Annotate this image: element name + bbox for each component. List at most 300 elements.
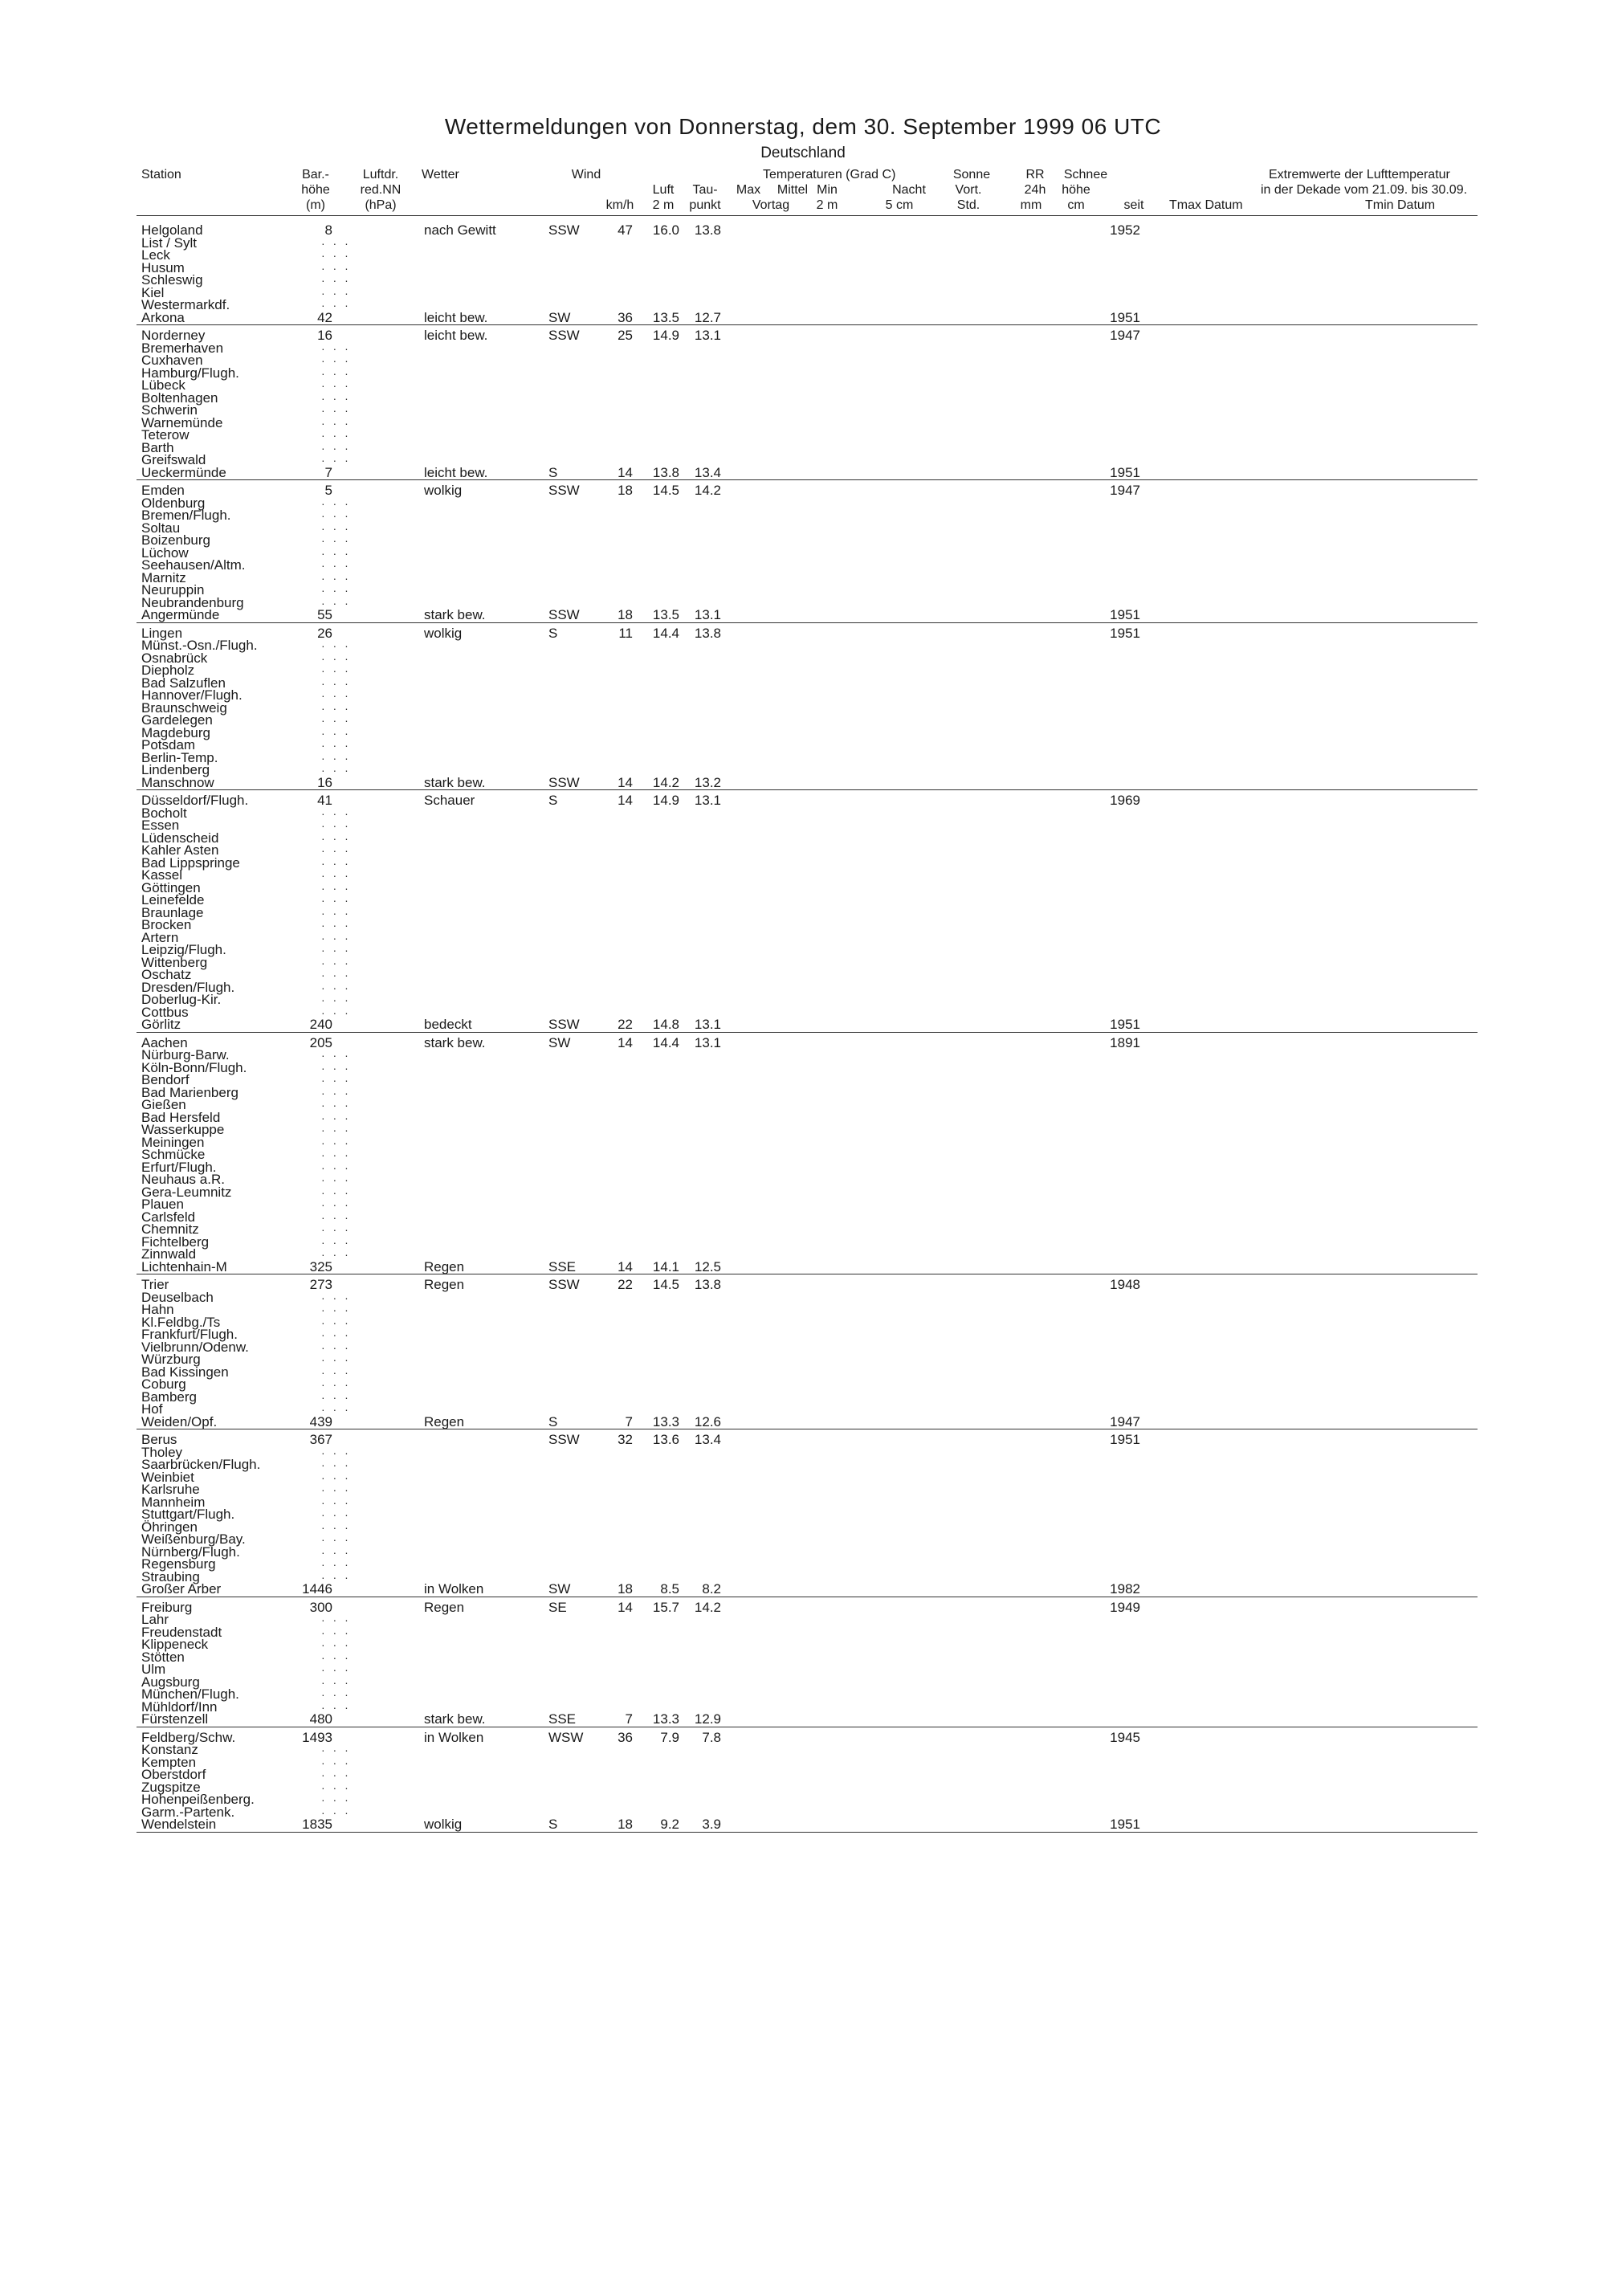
cell-height: 367 xyxy=(309,1432,332,1447)
station-name: Saarbrücken/Flugh. xyxy=(141,1457,261,1472)
cell-height: 1446 xyxy=(302,1581,332,1597)
station-name: Weinbiet xyxy=(141,1469,194,1485)
cell-tau: 12.5 xyxy=(694,1258,721,1274)
unread-row-values: · · · xyxy=(321,689,351,702)
group-divider xyxy=(137,479,1478,480)
header-dekade: in der Dekade vom 21.09. bis 30.09. xyxy=(1261,183,1468,197)
cell-tau: 14.2 xyxy=(694,1599,721,1615)
header-luft: Luft xyxy=(652,183,675,197)
unread-row-values: · · · xyxy=(321,1688,351,1701)
unread-row-values: · · · xyxy=(321,454,351,467)
unread-row-values: · · · xyxy=(321,676,351,690)
unread-row-values: · · · xyxy=(321,1124,351,1136)
station-name: Trier xyxy=(141,1277,169,1292)
cell-wind-dir: S xyxy=(548,1413,558,1429)
header-min-2m: 2 m xyxy=(816,198,838,212)
cell-weather: nach Gewitt xyxy=(424,222,496,238)
unread-row-values: · · · xyxy=(321,571,351,585)
unread-row-values: · · · xyxy=(321,806,351,820)
cell-seit: 1982 xyxy=(1110,1581,1140,1597)
cell-weather: wolkig xyxy=(424,483,463,498)
station-name: Boltenhagen xyxy=(141,389,218,406)
station-name: Kahler Asten xyxy=(141,842,219,858)
station-name: Emden xyxy=(141,483,185,498)
station-name: Artern xyxy=(141,929,179,945)
cell-wind-speed: 18 xyxy=(618,1817,633,1832)
header-min: Min xyxy=(817,183,838,197)
cell-weather: stark bew. xyxy=(424,1711,486,1727)
cell-wind-dir: S xyxy=(548,625,558,641)
header-nacht-5cm: 5 cm xyxy=(885,198,914,212)
header-punkt: punkt xyxy=(689,198,721,212)
cell-wind-dir: S xyxy=(548,1817,558,1832)
unread-row-values: · · · xyxy=(321,1291,351,1304)
unread-row-values: · · · xyxy=(321,534,351,547)
station-name: Braunschweig xyxy=(141,699,227,716)
cell-luft: 14.4 xyxy=(652,625,679,641)
station-name: Manschnow xyxy=(141,774,214,790)
unread-row-values: · · · xyxy=(321,944,351,956)
header-tmax: Tmax Datum xyxy=(1169,198,1243,212)
cell-weather: Regen xyxy=(424,1599,465,1615)
cell-height: 26 xyxy=(317,625,332,641)
unread-row-values: · · · xyxy=(321,1099,351,1111)
header-rr-mm: mm xyxy=(1020,198,1042,212)
station-name: Göttingen xyxy=(141,879,201,895)
unread-row-values: · · · xyxy=(321,1403,351,1416)
unread-row-values: · · · xyxy=(321,1223,351,1236)
cell-weather: wolkig xyxy=(424,1817,463,1832)
station-name: Boizenburg xyxy=(141,532,211,548)
unread-row-values: · · · xyxy=(321,1235,351,1249)
unread-row-values: · · · xyxy=(321,881,351,895)
cell-height: 1493 xyxy=(302,1729,332,1745)
cell-tau: 14.2 xyxy=(694,483,721,498)
cell-wind-dir: SE xyxy=(548,1599,567,1615)
unread-row-values: · · · xyxy=(321,726,351,740)
cell-luft: 14.5 xyxy=(652,483,679,498)
station-name: Dresden/Flugh. xyxy=(141,979,235,995)
station-name: Frankfurt/Flugh. xyxy=(141,1327,238,1342)
group-divider xyxy=(137,1832,1478,1833)
cell-wind-speed: 18 xyxy=(618,1581,633,1597)
unread-row-values: · · · xyxy=(321,559,351,572)
station-name: Berlin-Temp. xyxy=(141,749,218,765)
header-vort: Vort. xyxy=(955,183,982,197)
unread-row-values: · · · xyxy=(321,1638,351,1651)
cell-wind-dir: SSW xyxy=(548,222,580,238)
station-name: Lindenberg xyxy=(141,762,210,777)
unread-row-values: · · · xyxy=(321,1160,351,1174)
station-name: Großer Arber xyxy=(141,1581,222,1597)
unread-row-values: · · · xyxy=(321,739,351,752)
station-name: Konstanz xyxy=(141,1742,198,1757)
station-name: Magdeburg xyxy=(141,724,211,740)
cell-luft: 13.5 xyxy=(652,607,679,622)
unread-row-values: · · · xyxy=(321,1675,351,1689)
station-name: Braunlage xyxy=(141,904,204,920)
cell-height: 300 xyxy=(309,1599,332,1615)
header-divider xyxy=(137,215,1478,216)
unread-row-values: · · · xyxy=(321,1210,351,1224)
cell-weather: stark bew. xyxy=(424,1034,486,1050)
station-name: Soltau xyxy=(141,520,181,536)
header-hoehe: höhe xyxy=(301,183,330,197)
header-luftdr: Luftdr. xyxy=(362,168,399,181)
unread-row-values: · · · xyxy=(321,1483,351,1496)
station-name: Leinefelde xyxy=(141,892,205,907)
cell-tau: 13.1 xyxy=(694,328,721,343)
cell-wind-speed: 36 xyxy=(618,1729,633,1745)
station-name: Teterow xyxy=(141,427,190,442)
unread-row-values: · · · xyxy=(321,1743,351,1756)
cell-seit: 1891 xyxy=(1110,1034,1140,1050)
station-name: Carlsfeld xyxy=(141,1209,196,1225)
cell-wind-dir: S xyxy=(548,464,558,480)
unread-row-values: · · · xyxy=(321,1315,351,1329)
cell-tau: 13.1 xyxy=(694,793,721,808)
station-name: Mühldorf/Inn xyxy=(141,1699,218,1715)
station-name: Straubing xyxy=(141,1568,200,1584)
cell-wind-dir: SSW xyxy=(548,1017,580,1032)
station-name: München/Flugh. xyxy=(141,1686,239,1702)
header-wetter: Wetter xyxy=(422,168,459,181)
station-name: Greifswald xyxy=(141,452,206,467)
station-name: Aachen xyxy=(141,1034,188,1050)
cell-weather: leicht bew. xyxy=(424,328,488,343)
unread-row-values: · · · xyxy=(321,1005,351,1019)
station-name: Stötten xyxy=(141,1649,185,1665)
station-name: Neubrandenburg xyxy=(141,594,244,610)
unread-row-values: · · · xyxy=(321,1086,351,1099)
cell-height: 325 xyxy=(309,1258,332,1274)
unread-row-values: · · · xyxy=(321,521,351,535)
unread-row-values: · · · xyxy=(321,919,351,932)
cell-wind-speed: 25 xyxy=(618,328,633,343)
station-name: Stuttgart/Flugh. xyxy=(141,1507,235,1522)
unread-row-values: · · · xyxy=(321,751,351,765)
station-name: Schwerin xyxy=(141,402,198,418)
station-name: Zugspitze xyxy=(141,1779,201,1795)
station-name: Bremen/Flugh. xyxy=(141,508,231,523)
unread-row-values: · · · xyxy=(321,1303,351,1316)
cell-seit: 1951 xyxy=(1110,625,1140,641)
station-name: Görlitz xyxy=(141,1017,181,1032)
station-name: Garm.-Partenk. xyxy=(141,1804,235,1820)
station-name: Brocken xyxy=(141,917,192,932)
header-tau: Tau- xyxy=(692,183,718,197)
cell-wind-dir: SW xyxy=(548,1034,571,1050)
station-name: Seehausen/Altm. xyxy=(141,557,246,573)
unread-row-values: · · · xyxy=(321,1458,351,1471)
station-name: Nürnberg/Flugh. xyxy=(141,1544,240,1560)
header-tmin: Tmin Datum xyxy=(1365,198,1436,212)
cell-seit: 1947 xyxy=(1110,328,1140,343)
header-rr-24h: 24h xyxy=(1024,183,1046,197)
unread-row-values: · · · xyxy=(321,1508,351,1521)
cell-luft: 14.5 xyxy=(652,1277,679,1292)
cell-height: 41 xyxy=(317,793,332,808)
cell-wind-speed: 14 xyxy=(618,793,633,808)
group-divider xyxy=(137,789,1478,790)
header-schnee-hoehe: höhe xyxy=(1062,183,1090,197)
header-wind: Wind xyxy=(571,168,601,181)
header-bar: Bar.- xyxy=(302,168,329,181)
header-std: Std. xyxy=(956,198,980,212)
cell-luft: 14.8 xyxy=(652,1017,679,1032)
header-hpa: (hPa) xyxy=(365,198,397,212)
unread-row-values: · · · xyxy=(321,441,351,455)
station-name: List / Sylt xyxy=(141,234,197,251)
unread-row-values: · · · xyxy=(321,651,351,665)
cell-height: 16 xyxy=(317,774,332,790)
cell-height: 480 xyxy=(309,1711,332,1727)
station-name: Bamberg xyxy=(141,1389,197,1405)
unread-row-values: · · · xyxy=(321,831,351,845)
unread-row-values: · · · xyxy=(321,404,351,417)
cell-seit: 1951 xyxy=(1110,1432,1140,1447)
cell-tau: 8.2 xyxy=(702,1581,721,1597)
unread-row-values: · · · xyxy=(321,416,351,430)
cell-luft: 14.9 xyxy=(652,793,679,808)
station-name: Schleswig xyxy=(141,272,203,288)
station-name: Bad Salzuflen xyxy=(141,675,226,691)
unread-row-values: · · · xyxy=(321,1650,351,1664)
cell-weather: wolkig xyxy=(424,625,463,641)
cell-luft: 7.9 xyxy=(660,1729,679,1745)
cell-seit: 1951 xyxy=(1110,464,1140,480)
station-name: Barth xyxy=(141,439,174,455)
station-name: Kassel xyxy=(141,867,183,883)
station-name: Osnabrück xyxy=(141,650,208,666)
unread-row-values: · · · xyxy=(321,1495,351,1509)
cell-seit: 1951 xyxy=(1110,1817,1140,1832)
cell-height: 55 xyxy=(317,607,332,622)
unread-row-values: · · · xyxy=(321,236,351,250)
cell-tau: 13.1 xyxy=(694,1017,721,1032)
cell-height: 439 xyxy=(309,1413,332,1429)
cell-tau: 13.2 xyxy=(694,774,721,790)
unread-row-values: · · · xyxy=(321,856,351,870)
unread-row-values: · · · xyxy=(321,1074,351,1087)
station-name: Coburg xyxy=(141,1376,186,1392)
station-name: Bad Kissingen xyxy=(141,1364,229,1380)
cell-weather: leicht bew. xyxy=(424,464,488,480)
unread-row-values: · · · xyxy=(321,1248,351,1261)
station-name: Freudenstadt xyxy=(141,1624,222,1640)
station-name: Bocholt xyxy=(141,805,187,821)
station-name: Bad Lippspringe xyxy=(141,854,240,871)
station-name: Neuruppin xyxy=(141,582,205,597)
header-schnee: Schnee xyxy=(1063,168,1108,181)
station-name: Bad Marienberg xyxy=(141,1084,238,1100)
station-name: Regensburg xyxy=(141,1556,216,1572)
station-name: Leck xyxy=(141,247,170,263)
cell-weather: leicht bew. xyxy=(424,309,488,325)
unread-row-values: · · · xyxy=(321,1446,351,1459)
cell-weather: Regen xyxy=(424,1258,465,1274)
unread-row-values: · · · xyxy=(321,844,351,857)
unread-row-values: · · · xyxy=(321,1570,351,1584)
station-name: Potsdam xyxy=(141,737,196,752)
station-name: Gießen xyxy=(141,1097,186,1112)
cell-luft: 8.5 xyxy=(660,1581,679,1597)
cell-tau: 13.8 xyxy=(694,625,721,641)
station-name: Tholey xyxy=(141,1444,183,1460)
station-name: Lübeck xyxy=(141,377,185,393)
cell-wind-speed: 32 xyxy=(618,1432,633,1447)
station-name: Augsburg xyxy=(141,1674,200,1690)
cell-weather: bedeckt xyxy=(424,1017,472,1032)
unread-row-values: · · · xyxy=(321,286,351,300)
station-name: Köln-Bonn/Flugh. xyxy=(141,1059,247,1075)
station-name: Meiningen xyxy=(141,1134,205,1150)
unread-row-values: · · · xyxy=(321,261,351,275)
station-name: Schmücke xyxy=(141,1147,206,1162)
cell-seit: 1949 xyxy=(1110,1599,1140,1615)
cell-seit: 1952 xyxy=(1110,222,1140,238)
unread-row-values: · · · xyxy=(321,1805,351,1819)
unread-row-values: · · · xyxy=(321,1545,351,1559)
unread-row-values: · · · xyxy=(321,1365,351,1379)
unread-row-values: · · · xyxy=(321,1136,351,1149)
station-name: Lüchow xyxy=(141,544,189,561)
header-red-nn: red.NN xyxy=(360,183,402,197)
cell-wind-speed: 22 xyxy=(618,1277,633,1292)
station-name: Feldberg/Schw. xyxy=(141,1729,236,1745)
cell-height: 273 xyxy=(309,1277,332,1292)
cell-wind-dir: SSW xyxy=(548,483,580,498)
station-name: Öhringen xyxy=(141,1519,198,1535)
unread-row-values: · · · xyxy=(321,379,351,392)
station-name: Cuxhaven xyxy=(141,353,203,368)
station-name: Warnemünde xyxy=(141,414,223,430)
cell-tau: 3.9 xyxy=(702,1817,721,1832)
unread-row-values: · · · xyxy=(321,1353,351,1366)
station-name: Weiden/Opf. xyxy=(141,1413,218,1429)
header-kmh: km/h xyxy=(605,198,634,212)
station-name: Kempten xyxy=(141,1754,197,1770)
cell-luft: 13.8 xyxy=(652,464,679,480)
cell-weather: stark bew. xyxy=(424,774,486,790)
unread-row-values: · · · xyxy=(321,429,351,442)
cell-tau: 7.8 xyxy=(702,1729,721,1745)
cell-wind-dir: SSE xyxy=(548,1258,577,1274)
cell-wind-speed: 7 xyxy=(625,1711,633,1727)
cell-weather: Regen xyxy=(424,1277,465,1292)
header-extreme: Extremwerte der Lufttemperatur xyxy=(1269,168,1450,181)
unread-row-values: · · · xyxy=(321,1558,351,1571)
unread-row-values: · · · xyxy=(321,894,351,907)
cell-wind-speed: 36 xyxy=(618,309,633,325)
unread-row-values: · · · xyxy=(321,1198,351,1211)
cell-luft: 14.1 xyxy=(652,1258,679,1274)
unread-row-values: · · · xyxy=(321,969,351,981)
unread-row-values: · · · xyxy=(321,1390,351,1404)
station-name: Wendelstein xyxy=(141,1817,217,1832)
unread-row-values: · · · xyxy=(321,931,351,944)
cell-weather: in Wolken xyxy=(424,1581,484,1597)
unread-row-values: · · · xyxy=(321,1340,351,1354)
cell-height: 8 xyxy=(324,222,332,238)
cell-tau: 13.1 xyxy=(694,1034,721,1050)
station-name: Ulm xyxy=(141,1662,166,1677)
unread-row-values: · · · xyxy=(321,249,351,262)
cell-height: 7 xyxy=(324,464,332,480)
cell-luft: 14.4 xyxy=(652,1034,679,1050)
station-name: Marnitz xyxy=(141,569,186,585)
cell-luft: 13.6 xyxy=(652,1432,679,1447)
station-name: Oberstdorf xyxy=(141,1767,206,1782)
station-name: Essen xyxy=(141,818,180,833)
station-name: Würzburg xyxy=(141,1352,201,1367)
cell-weather: Regen xyxy=(424,1413,465,1429)
header-max: Max xyxy=(736,183,761,197)
header-vortag: Vortag xyxy=(752,198,790,212)
station-name: Lüdenscheid xyxy=(141,830,219,846)
cell-seit: 1951 xyxy=(1110,607,1140,622)
unread-row-values: · · · xyxy=(321,366,351,380)
header-nacht: Nacht xyxy=(892,183,926,197)
station-name: Hamburg/Flugh. xyxy=(141,365,239,381)
unread-row-values: · · · xyxy=(321,1061,351,1075)
cell-wind-speed: 18 xyxy=(618,483,633,498)
unread-row-values: · · · xyxy=(321,584,351,597)
group-divider xyxy=(137,1032,1478,1033)
header-rr: RR xyxy=(1025,168,1045,181)
unread-row-values: · · · xyxy=(321,1780,351,1794)
unread-row-values: · · · xyxy=(321,1148,351,1161)
unread-row-values: · · · xyxy=(321,956,351,969)
station-name: Helgoland xyxy=(141,222,203,238)
station-name: Oschatz xyxy=(141,967,192,982)
station-name: Gardelegen xyxy=(141,712,213,728)
cell-luft: 15.7 xyxy=(652,1599,679,1615)
unread-row-values: · · · xyxy=(321,1793,351,1806)
station-name: Lingen xyxy=(141,625,183,641)
cell-wind-speed: 7 xyxy=(625,1413,633,1429)
header-sonne: Sonne xyxy=(952,168,991,181)
header-m: (m) xyxy=(306,198,325,212)
unread-row-values: · · · xyxy=(321,1625,351,1639)
station-name: Westermarkdf. xyxy=(141,297,230,312)
station-name: Lichtenhain-M xyxy=(141,1258,227,1274)
header-temperaturen: Temperaturen (Grad C) xyxy=(763,168,896,181)
cell-wind-dir: SSE xyxy=(548,1711,577,1727)
cell-weather: Schauer xyxy=(424,793,475,808)
unread-row-values: · · · xyxy=(321,596,351,610)
unread-row-values: · · · xyxy=(321,1700,351,1714)
station-name: Vielbrunn/Odenw. xyxy=(141,1339,249,1355)
cell-wind-speed: 14 xyxy=(618,1258,633,1274)
cell-seit: 1947 xyxy=(1110,483,1140,498)
station-name: Doberlug-Kir. xyxy=(141,992,222,1007)
unread-row-values: · · · xyxy=(321,1756,351,1769)
cell-height: 16 xyxy=(317,328,332,343)
unread-row-values: · · · xyxy=(321,1613,351,1626)
cell-seit: 1969 xyxy=(1110,793,1140,808)
station-name: Bremerhaven xyxy=(141,340,224,356)
station-name: Fichtelberg xyxy=(141,1234,210,1250)
cell-wind-dir: SW xyxy=(548,309,571,325)
cell-luft: 13.3 xyxy=(652,1413,679,1429)
cell-weather: in Wolken xyxy=(424,1729,484,1745)
report-region: Deutschland xyxy=(760,145,846,161)
header-seit: seit xyxy=(1123,198,1144,212)
station-name: Hohenpeißenberg. xyxy=(141,1792,255,1807)
station-name: Düsseldorf/Flugh. xyxy=(141,793,249,808)
unread-row-values: · · · xyxy=(321,1470,351,1484)
